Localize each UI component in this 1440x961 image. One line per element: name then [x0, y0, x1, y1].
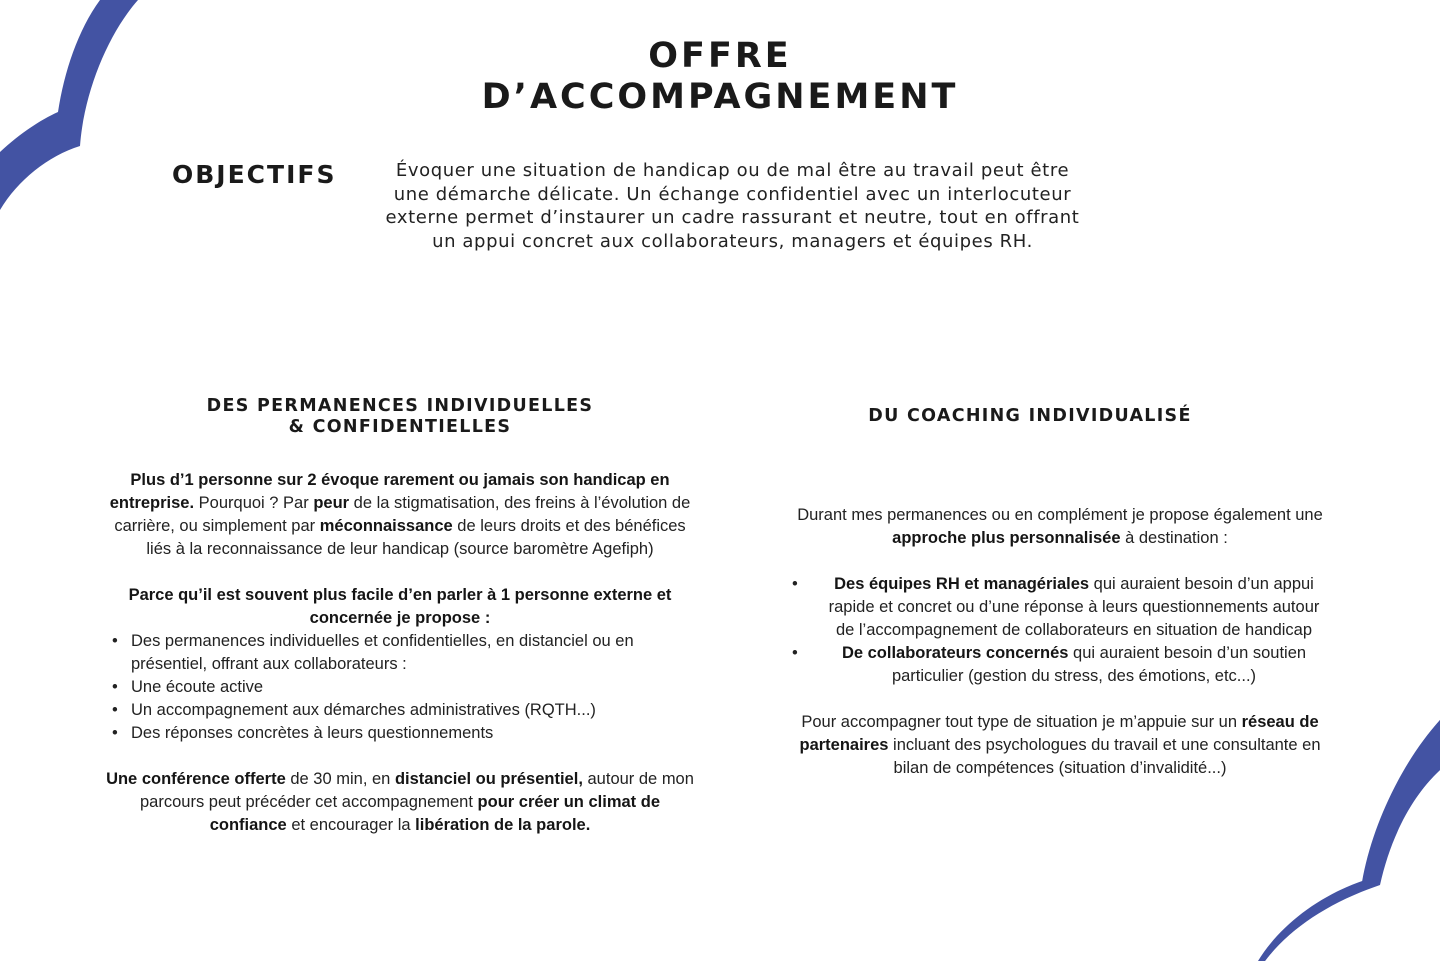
coaching-paragraph-2 — [790, 711, 1330, 780]
text-run: de 30 min, en — [285, 770, 395, 788]
conference-format: distanciel ou présentiel, — [394, 770, 583, 788]
permanences-heading — [100, 396, 700, 438]
conference-offer: Une conférence offerte — [106, 770, 286, 788]
conference-goal: pour créer un climat de confiance — [209, 793, 660, 834]
list-item: • Un accompagnement aux démarches administratives (RQTH...) — [100, 699, 690, 722]
text-run: qui auraient besoin d’un soutien particulier (gestion du stress, des émotions, etc...) — [891, 644, 1307, 685]
text-run: Pourquoi ? Par — [194, 494, 314, 512]
page-title-line2: D’ACCOMPAGNEMENT — [481, 77, 959, 117]
permanences-heading-line1: DES PERMANENCES INDIVIDUELLES — [206, 396, 594, 416]
conference-liberation: libération de la parole. — [415, 816, 591, 834]
coaching-section — [790, 504, 1330, 780]
page-title — [0, 36, 1440, 118]
keyword-approche: approche plus personnalisée — [892, 529, 1121, 547]
coaching-heading: DU COACHING INDIVIDUALISÉ — [868, 406, 1192, 426]
text-run: de leurs droits et des bénéfices liés à la reconnaissance de leur handicap (source baromètre Agefiph) — [146, 517, 686, 558]
permanences-paragraph-3 — [100, 768, 700, 837]
text-run: à destination : — [1120, 529, 1228, 547]
permanences-paragraph-1 — [100, 469, 700, 561]
objectifs-text: Évoquer une situation de handicap ou de mal être au travail peut être une démarche délicate. Un échange confidentiel avec un interlocuteur externe permet d’instaurer un cadre rassurant et neutre, tout en offrant un appui concret aux collaborateurs, managers et équipes RH. — [385, 160, 1080, 252]
text-run: Durant mes permanences ou en complément je propose également une — [797, 506, 1323, 524]
text-run: Pour accompagner tout type de situation je m’appuie sur un — [801, 713, 1242, 731]
permanences-list — [100, 630, 700, 745]
list-item — [790, 642, 1330, 688]
coaching-list — [790, 573, 1330, 688]
audience-rh: Des équipes RH et managériales — [834, 575, 1090, 593]
list-item: • Des réponses concrètes à leurs questionnements — [100, 722, 690, 745]
text-run: qui auraient besoin d’un appui rapide et concret ou d’une réponse à leurs questionnements autour de l’accompagnement de collaborateurs en situation de handicap — [828, 575, 1320, 639]
permanences-paragraph-2 — [100, 584, 700, 630]
list-item: • Une écoute active — [100, 676, 690, 699]
page-title-line1: OFFRE — [648, 36, 792, 76]
text-run: et encourager la — [286, 816, 416, 834]
list-item: • Des permanences individuelles et confidentielles, en distanciel ou en présentiel, offrant aux collaborateurs : — [100, 630, 690, 676]
text-run: autour de mon parcours peut précéder cet accompagnement — [140, 770, 694, 811]
text-run: incluant des psychologues du travail et une consultante en bilan de compétences (situation d’invalidité...) — [888, 736, 1321, 777]
permanences-section — [100, 469, 700, 837]
audience-collaborateurs: De collaborateurs concernés — [841, 644, 1069, 662]
permanences-heading-line2: & CONFIDENTIELLES — [288, 417, 512, 437]
stat-statement: Plus d’1 personne sur 2 évoque rarement ou jamais son handicap en entreprise. — [109, 471, 670, 512]
keyword-peur: peur — [313, 494, 350, 512]
objectifs-heading: OBJECTIFS — [172, 160, 337, 189]
coaching-paragraph-1 — [790, 504, 1330, 550]
keyword-reseau: réseau de partenaires — [799, 713, 1319, 754]
proposal-intro: Parce qu’il est souvent plus facile d’en parler à 1 personne externe et concernée je propose : — [128, 586, 672, 627]
text-run: de la stigmatisation, des freins à l’évolution de carrière, ou simplement par — [114, 494, 691, 535]
list-item — [790, 573, 1330, 642]
keyword-meconnaissance: méconnaissance — [319, 517, 453, 535]
